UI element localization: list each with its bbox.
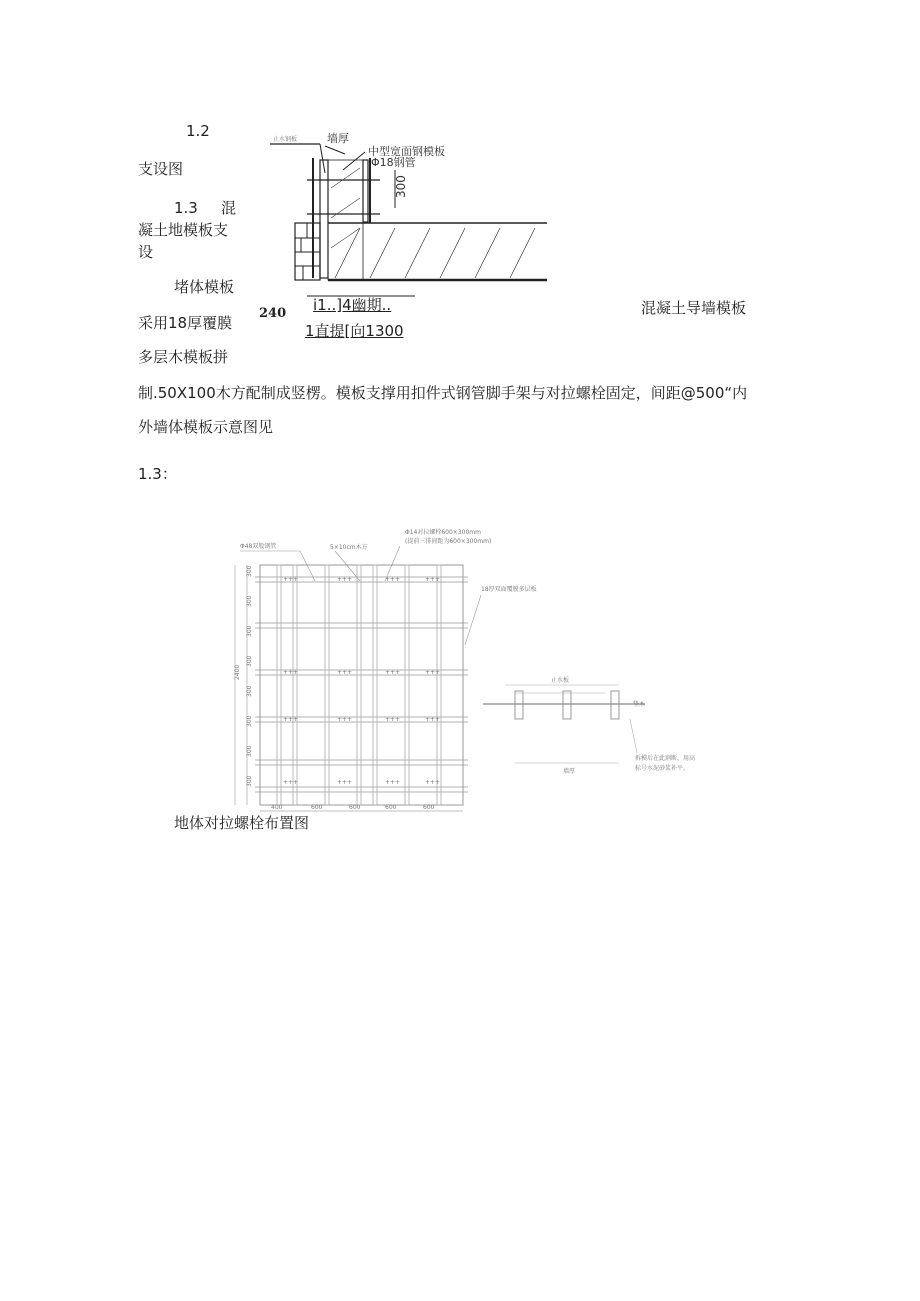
paragraph-line-1: 制.50X100木方配制成竖楞。模板支撑用扣件式钢管脚手架与对拉螺栓固定，间距@500“内	[138, 384, 748, 402]
fig2-vdim: 300	[246, 685, 253, 697]
svg-text:+++: +++	[425, 669, 441, 676]
svg-text:+++: +++	[283, 779, 299, 786]
fig2-note-line-2: 标号水泥砂浆补平。	[635, 765, 690, 772]
fig2-hdim: 400	[271, 804, 283, 811]
left-text-line: 堵体模板	[174, 278, 235, 296]
fig2-note-line-1: 拆模后在此割断，用高	[635, 755, 696, 762]
guide-wall-formwork-figure	[265, 128, 565, 288]
fig2-label-water: 止水板	[551, 677, 570, 684]
left-text-line: 多层木模板拼	[138, 348, 229, 366]
svg-text:+++: +++	[337, 576, 353, 583]
fig2-label-bolt1: Φ14对拉螺栓600×300mm	[405, 529, 481, 536]
fig2-hdim: 600	[385, 804, 397, 811]
left-text-line: 采用18厚覆膜	[138, 314, 233, 332]
fig2-vdim: 300	[246, 655, 253, 667]
fig2-hdim: 600	[349, 804, 361, 811]
fig1-caption: 混凝土导墙模板	[641, 299, 747, 317]
fig1-garbled-line-2: 1直提[向1300	[305, 322, 404, 340]
svg-text:+++: +++	[385, 716, 401, 723]
fig2-vdim: 300	[246, 775, 253, 787]
fig1-garbled-line-1: i1..]4幽期..	[313, 296, 392, 314]
fig1-dim-300: 300	[394, 175, 408, 198]
fig2-vdim: 300	[246, 745, 253, 757]
svg-text:+++: +++	[283, 576, 299, 583]
svg-text:+++: +++	[337, 779, 353, 786]
heading-1-3: 1.3	[174, 199, 198, 217]
fig1-steel-form-label: 中型宽面钢模板	[368, 145, 445, 158]
fig2-label-bolt2: (提前三排间距为600×300mm)	[405, 538, 492, 545]
fig1-dim-240: 240	[259, 306, 287, 321]
left-text-line: 凝土地模板支	[138, 221, 229, 239]
left-text-line: 支设图	[138, 160, 184, 178]
heading-1-2: 1.2	[186, 122, 210, 140]
figure-reference: 1.3：	[138, 465, 177, 483]
paragraph-line-2: 外墙体模板示意图见	[138, 418, 274, 436]
left-text-line: 混	[221, 199, 237, 217]
fig2-label-pad: 垫木	[633, 701, 646, 708]
svg-text:+++: +++	[385, 779, 401, 786]
svg-text:+++: +++	[385, 576, 401, 583]
fig2-vdim: 300	[246, 595, 253, 607]
fig2-vdim: 300	[246, 715, 253, 727]
fig2-label-wall: 墙厚	[563, 768, 576, 775]
svg-text:+++: +++	[283, 669, 299, 676]
fig1-tiny-label: 止水钢板	[273, 136, 298, 143]
svg-text:+++: +++	[385, 669, 401, 676]
tie-bolt-layout-figure	[225, 525, 696, 825]
svg-text:+++: +++	[283, 716, 299, 723]
left-text-line: 设	[138, 243, 154, 261]
fig2-label-wood: 5×10cm木方	[330, 544, 368, 551]
fig2-hdim: 600	[423, 804, 435, 811]
fig2-label-plywood: 18厚双面覆膜多层板	[481, 586, 537, 593]
svg-text:+++: +++	[425, 779, 441, 786]
svg-text:+++: +++	[337, 716, 353, 723]
fig2-total-height: 2400	[234, 664, 241, 680]
svg-text:+++: +++	[425, 716, 441, 723]
fig1-wall-thickness: 墙厚	[327, 132, 349, 145]
fig2-caption: 地体对拉螺栓布置图	[174, 814, 310, 832]
fig2-vdim: 300	[246, 625, 253, 637]
fig2-label-pipe: Φ48双股钢管	[240, 543, 277, 550]
svg-text:+++: +++	[425, 576, 441, 583]
fig2-vdim: 300	[246, 565, 253, 577]
fig1-steel-pipe-label: Φ18钢管	[371, 156, 416, 169]
fig2-hdim: 600	[311, 804, 323, 811]
svg-text:+++: +++	[337, 669, 353, 676]
